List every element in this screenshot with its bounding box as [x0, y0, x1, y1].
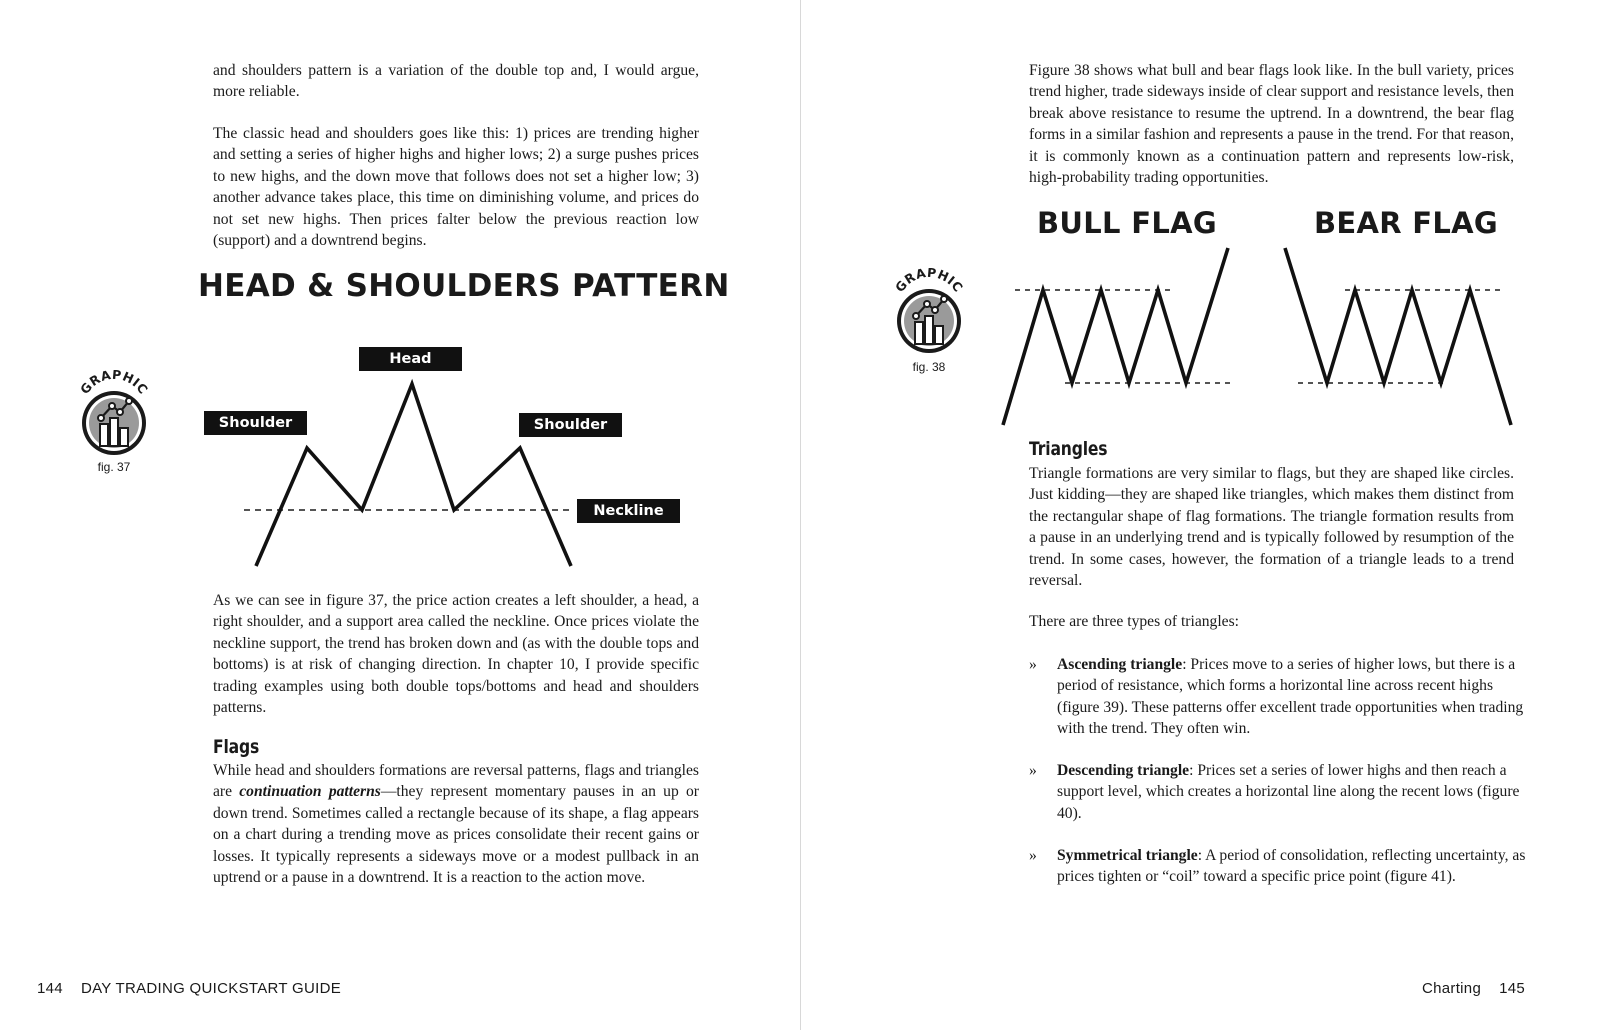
- flags-paragraph: [213, 760, 699, 888]
- triangles-paragraph: Triangle formations are very similar to flags, but they are shaped like circles. Just kidding—they are shaped like triangles, which makes them distinct from the rectangular shape of flag formations. The triangle formation results from a pause in an underlying trend and is typically followed by resumption of the trend. In some cases, however, the formation of a triangle leads to a trend reversal.: [1029, 465, 1514, 590]
- bear-flag-line: [1285, 248, 1511, 425]
- bullet-mark: »: [1029, 656, 1037, 673]
- page-number-145: 145: [1499, 980, 1526, 997]
- bull-bear-flags-diagram: [995, 240, 1520, 435]
- bullet-mark: »: [1029, 847, 1037, 864]
- bullet-term: Symmetrical triangle: [1057, 847, 1198, 864]
- page-number-144: 144: [37, 980, 63, 997]
- left-folio: [37, 980, 341, 997]
- neckline-label: Neckline: [577, 499, 680, 523]
- flags-text-2: —they represent momentary pauses in an up or down trend. Sometimes called a rectangle because of its shape, a flag appears on a chart during a trending move as prices consolidate their recent gains or losses. It typically represents a sideways move or a modest pullback in an uptrend or a pause in a downtrend. It is a reaction to the action move.: [213, 783, 699, 887]
- flags-text-1: While head and shoulders formations are reversal patterns, flags and triangles are: [213, 762, 699, 801]
- graphic-badge-icon: [74, 370, 154, 462]
- bullet-term: Ascending triangle: [1057, 656, 1183, 673]
- right-page: [800, 0, 1600, 1030]
- triangle-types-intro: There are three types of triangles:: [1029, 613, 1239, 630]
- left-shoulder-label: Shoulder: [204, 411, 307, 435]
- hs-figure-title: HEAD & SHOULDERS PATTERN: [198, 268, 730, 304]
- head-shoulders-diagram: [200, 340, 700, 580]
- bullet-description: : Prices move to a series of higher lows, but there is a period of resistance, which forms a horizontal line across recent highs (figure 39). These patterns offer excellent trade opportunities when trading with the trend. They often win.: [1057, 656, 1524, 738]
- running-head-book-title: DAY TRADING QUICKSTART GUIDE: [80, 980, 342, 997]
- bullet-term: Descending triangle: [1057, 762, 1190, 779]
- right-shoulder-label: Shoulder: [519, 413, 622, 437]
- continuation-patterns-emphasis: continuation patterns: [239, 783, 381, 801]
- intro-paragraph: and shoulders pattern is a variation of the double top and, I would argue, more reliable.: [213, 62, 699, 101]
- running-head-chapter: Charting: [1422, 980, 1482, 997]
- bull-flag-line: [1003, 248, 1228, 425]
- figure-37-paragraph: As we can see in figure 37, the price action creates a left shoulder, a head, a right shoulder, and a support area called the neckline. Once prices violate the neckline support, the trend has broken down and (as with the double tops and bottoms) is at risk of changing direction. In chapter 10, I provide specific trading examples using both double tops/bottoms and head and shoulders patterns.: [213, 592, 699, 717]
- figure-38-paragraph: Figure 38 shows what bull and bear flags look like. In the bull variety, prices trend higher, trade sideways inside of clear support and resistance levels, then break above resistance to resume the uptrend. In a downtrend, the bear flag forms in a similar fashion and represents a pause in the trend. For that reason, it is commonly known as a continuation pattern and represents low-risk, high-probability trading opportunities.: [1029, 62, 1514, 187]
- bullet-mark: »: [1029, 762, 1037, 779]
- bullet-description: : Prices set a series of lower highs and then reach a support level, which creates a horizontal line along the recent lows (figure 40).: [1057, 762, 1520, 822]
- badge-arc-text: GRAPHIC: [891, 268, 967, 295]
- bull-flag-title: BULL FLAG: [1037, 206, 1217, 240]
- triangles-heading: Triangles: [1029, 438, 1108, 460]
- right-folio: [1422, 980, 1525, 997]
- fig-38-caption: fig. 38: [912, 360, 946, 374]
- flags-heading: Flags: [213, 736, 260, 758]
- graphic-badge-icon: [889, 268, 969, 360]
- classic-hs-paragraph: The classic head and shoulders goes like this: 1) prices are trending higher and setting a series of higher highs and higher lows; 2) a surge pushes prices to new highs, and the down move that follows does not set a higher low; 3) another advance takes place, this time on diminishing volume, and prices do not set new highs. Then prices falter below the previous reaction low (support) and a downtrend begins.: [213, 125, 699, 250]
- bear-flag-title: BEAR FLAG: [1314, 206, 1499, 240]
- fig-37-caption: fig. 37: [97, 460, 131, 474]
- bullet-description: : A period of consolidation, reflecting uncertainty, as prices tighten or “coil” toward a specific price point (figure 41).: [1057, 847, 1526, 886]
- badge-arc-text: GRAPHIC: [76, 370, 152, 397]
- head-label: Head: [359, 347, 462, 371]
